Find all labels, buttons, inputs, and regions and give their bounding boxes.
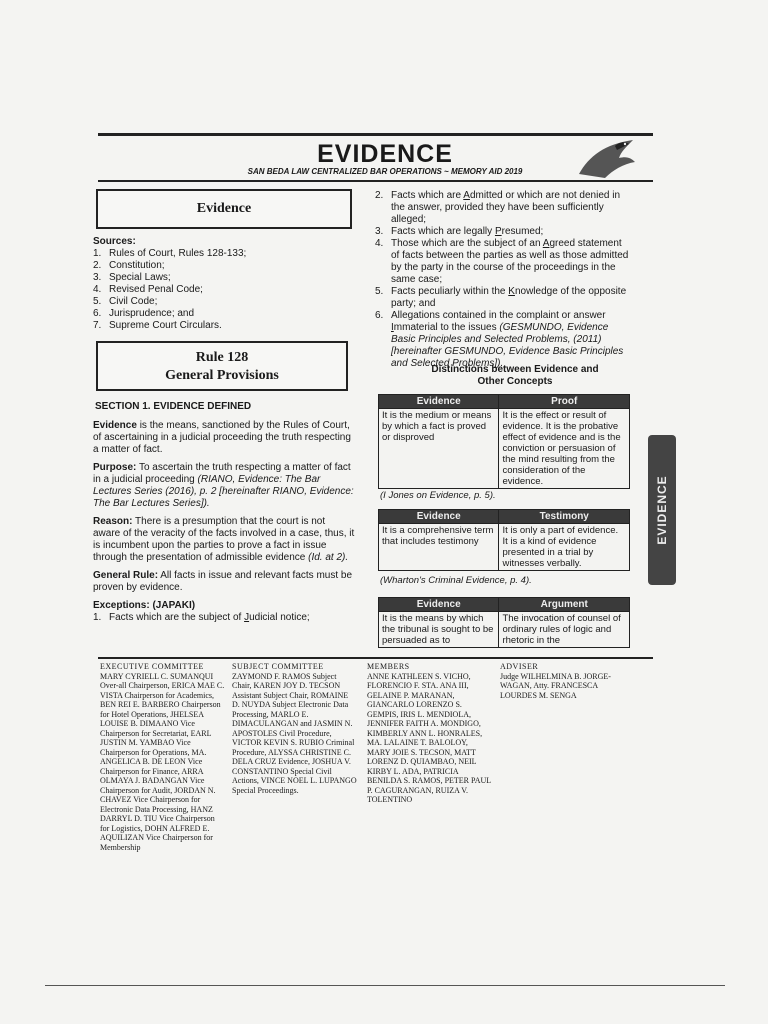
rule-subtitle: General Provisions <box>165 368 279 383</box>
source-item <box>93 296 355 308</box>
exception-mnemonic-letter: A <box>542 238 550 249</box>
page-title: EVIDENCE <box>317 140 453 168</box>
reason-text: There is a presumption that the court is not aware of the veracity of the facts involved in a case, thus, it is incumbent upon the parties to prove a fact in issue through the presentation of admissible evidence <box>93 516 355 563</box>
evidence-label: Evidence <box>93 420 137 431</box>
exception-item <box>375 286 631 310</box>
table-cell: It is the effect or result of evidence. It is the probative effect of evidence and is the conviction or persuasion of the mind resulting from the consideration of the evidence. <box>499 409 630 489</box>
source-item <box>93 284 355 296</box>
header-bottom-rule <box>98 180 653 182</box>
source-number: 3. <box>93 272 102 283</box>
table-header: Testimony <box>499 510 630 524</box>
exception-post: resumed; <box>501 226 544 237</box>
header-top-rule <box>98 133 653 136</box>
members <box>367 662 492 805</box>
source-item <box>93 308 355 320</box>
source-text: Special Laws; <box>109 272 171 283</box>
reason-citation: (Id. at 2). <box>308 552 349 563</box>
table-header: Argument <box>499 598 630 612</box>
staff-heading: ADVISER <box>500 662 539 671</box>
purpose-citation: (RIANO, Evidence: The Bar Lectures Series (2016), p. 2 [hereinafter RIANO, Evidence: The Bar Lectures Series]). <box>93 474 354 509</box>
exception-number: 4. <box>375 238 384 249</box>
eagle-logo-icon <box>575 136 637 180</box>
exception-pre: Those which are the subject of an <box>391 238 543 249</box>
general-rule-text: All facts in issue and relevant facts must be proven by evidence. <box>93 570 353 593</box>
source-text: Constitution; <box>109 260 165 271</box>
source-number: 5. <box>93 296 102 307</box>
section-1-title: SECTION 1. EVIDENCE DEFINED <box>95 401 252 412</box>
exception-item <box>375 310 631 370</box>
evidence-def-text: is the means, sanctioned by the Rules of Court, of ascertaining in a judicial proceeding the truth respecting a matter of fact. <box>93 420 351 455</box>
source-text: Civil Code; <box>109 296 158 307</box>
exception-item <box>375 190 631 226</box>
sources-label: Sources: <box>93 236 136 247</box>
scan-edge-rule <box>45 985 725 986</box>
sources-list <box>93 248 355 332</box>
table-header: Evidence <box>379 598 499 612</box>
source-text: Supreme Court Circulars. <box>109 320 222 331</box>
reason-paragraph <box>93 516 355 564</box>
exception-text <box>391 190 631 226</box>
evidence-vs-argument-table <box>378 597 630 648</box>
exception-text <box>391 238 631 286</box>
exceptions-list-continued <box>375 190 631 370</box>
exception-number: 5. <box>375 286 384 297</box>
table-cell: It is only a part of evidence. It is a kind of evidence presented in a trial by witnesses verbally. <box>499 524 630 571</box>
rule-128-heading-box <box>96 341 348 391</box>
staff-heading: MEMBERS <box>367 662 410 671</box>
source-number: 4. <box>93 284 102 295</box>
evidence-side-tab <box>648 435 676 585</box>
exception-post: nowledge of the opposite party; and <box>391 286 627 309</box>
evidence-definition <box>93 420 355 456</box>
exception-citation: (GESMUNDO, Evidence Basic Principles and Selected Problems, (2011) [hereinafter GESMUNDO, Evidence Basic Principles and Selected Problems]). <box>391 322 624 369</box>
source-number: 2. <box>93 260 102 271</box>
evidence-heading-box: Evidence <box>96 189 352 229</box>
adviser <box>500 662 630 700</box>
evidence-vs-proof-table <box>378 394 630 489</box>
table-header: Evidence <box>379 395 499 409</box>
exception-text <box>391 286 631 310</box>
sources-section <box>93 236 355 332</box>
source-item <box>93 248 355 260</box>
table-cell: It is the means by which the tribunal is sought to be persuaded as to <box>379 612 499 648</box>
evidence-vs-testimony-table <box>378 509 630 571</box>
exception-mnemonic-letter: P <box>494 226 502 237</box>
exception-number: 2. <box>375 190 384 201</box>
staff-heading: SUBJECT COMMITTEE <box>232 662 324 671</box>
rule-title: Rule 128 <box>195 350 249 365</box>
staff-names: MARY CYRIELL C. SUMANQUI Over-all Chairperson, ERICA MAE C. VISTA Chairperson for Academics, BEN REI E. BARBERO Chairperson for Hotel Operations, JHELSEA LOUISE B. DIMAANO Vice Chairperson for Secretariat, EARL JUSTIN M. YAMBAO Vice Chairperson for Operations, MA. ANGELICA B. DE LEON Vice Chairperson for Finance, ARRA OLMAYA J. BADANGAN Vice Chairperson for Audit, JORDAN N. CHAVEZ Vice Chairperson for Electronic Data Processing, HANZ DARRYL D. TIU Vice Chairperson for Logistics, DOHN ALFRED E. AQUILIZAN Vice Chairperson for Membership <box>100 671 225 852</box>
staff-names: ANNE KATHLEEN S. VICHO, FLORENCIO F. STA. ANA III, GELAINE P. MARANAN, GIANCARLO LORENZO S. GEMPIS, IRIS L. MENDIOLA, JENNIFER FAITH A. MONDIGO, KIMBERLY ANN L. HONRALES, MA. LALAINE T. BALOLOY, MARY JOIE S. TECSON, MATT LORENZ D. QUIAMBAO, NEIL KIRBY L. ADA, PATRICIA BENILDA S. RAMOS, PETER PAUL P. CAGURANGAN, RUIZA V. TOLENTINO <box>367 671 491 804</box>
citation: (Wharton's Criminal Evidence, p. 4). <box>380 575 532 586</box>
exception-number: 1. <box>93 612 102 623</box>
purpose-label: Purpose: <box>93 462 137 473</box>
executive-committee <box>100 662 225 852</box>
exception-pre: Facts which are legally <box>391 226 495 237</box>
source-number: 6. <box>93 308 102 319</box>
left-body <box>93 420 355 624</box>
staff-names: Judge WILHELMINA B. JORGE-WAGAN, Atty. FRANCESCA LOURDES M. SENGA <box>500 671 611 700</box>
exception-pre: Facts which are the subject of <box>109 612 245 623</box>
exception-text <box>391 226 543 238</box>
exception-post: udicial notice; <box>249 612 310 623</box>
source-text: Rules of Court, Rules 128-133; <box>109 248 247 259</box>
purpose-paragraph <box>93 462 355 510</box>
exception-number: 6. <box>375 310 384 321</box>
footer-rule <box>98 657 653 659</box>
exception-text <box>391 310 631 370</box>
exception-number: 3. <box>375 226 384 237</box>
exception-item <box>375 226 631 238</box>
exception-pre: Allegations contained in the complaint or answer <box>391 310 606 321</box>
staff-names: ZAYMOND F. RAMOS Subject Chair, KAREN JOY D. TECSON Assistant Subject Chair, ROMAINE D. NUYDA Subject Electronic Data Processing, MARLO E. DIMACULANGAN and JASMIN N. APOSTOLES Civil Procedure, VICTOR KEVIN S. RUBIO Criminal Procedure, ALYSSA CHRISTINE C. DELA CRUZ Evidence, JOSHUA V. CONSTANTINO Special Civil Actions, VINCE NOEL L. LUPANGO Special Proceedings. <box>232 671 357 795</box>
exception-post: dmitted or which are not denied in the answer, provided they have been sufficiently alleged; <box>391 190 621 225</box>
staff-heading: EXECUTIVE COMMITTEE <box>100 662 204 671</box>
source-item <box>93 260 355 272</box>
source-text: Jurisprudence; and <box>109 308 195 319</box>
table-cell: It is the medium or means by which a fact is proved or disproved <box>379 409 499 489</box>
table-cell: The invocation of counsel of ordinary rules of logic and rhetoric in the <box>499 612 630 648</box>
exception-mnemonic-letter: I <box>391 322 394 333</box>
table-header: Proof <box>499 395 630 409</box>
citation: (I Jones on Evidence, p. 5). <box>380 490 496 501</box>
table-cell: It is a comprehensive term that includes testimony <box>379 524 499 571</box>
reason-label: Reason: <box>93 516 133 527</box>
exception-post: greed statement of facts between the parties as well as those admitted by the party in the course of the proceedings in the same case; <box>391 238 629 285</box>
page-subtitle: SAN BEDA LAW CENTRALIZED BAR OPERATIONS ~ MEMORY AID 2019 <box>247 167 523 176</box>
exceptions-label: Exceptions: (JAPAKI) <box>93 600 196 611</box>
general-rule-label: General Rule: <box>93 570 159 581</box>
exception-item-1 <box>93 612 355 624</box>
exception-pre: Facts peculiarly within the <box>391 286 509 297</box>
exception-post: mmaterial to the issues <box>393 322 500 333</box>
source-item <box>93 272 355 284</box>
exception-pre: Facts which are <box>391 190 464 201</box>
source-item <box>93 320 355 332</box>
source-text: Revised Penal Code; <box>109 284 203 295</box>
table-header: Evidence <box>379 510 499 524</box>
general-rule-paragraph <box>93 570 355 594</box>
exception-item <box>375 238 631 286</box>
distinctions-title: Distinctions between Evidence and Other Concepts <box>431 364 599 387</box>
purpose-text: To ascertain the truth respecting a matter of fact in a judicial proceeding <box>93 462 351 485</box>
exception-text <box>109 612 310 624</box>
exception-mnemonic-letter: J <box>244 612 250 623</box>
side-tab-label: EVIDENCE <box>655 475 669 545</box>
source-number: 1. <box>93 248 102 259</box>
exception-mnemonic-letter: K <box>508 286 515 297</box>
exception-mnemonic-letter: A <box>463 190 470 201</box>
subject-committee <box>232 662 357 795</box>
source-number: 7. <box>93 320 102 331</box>
